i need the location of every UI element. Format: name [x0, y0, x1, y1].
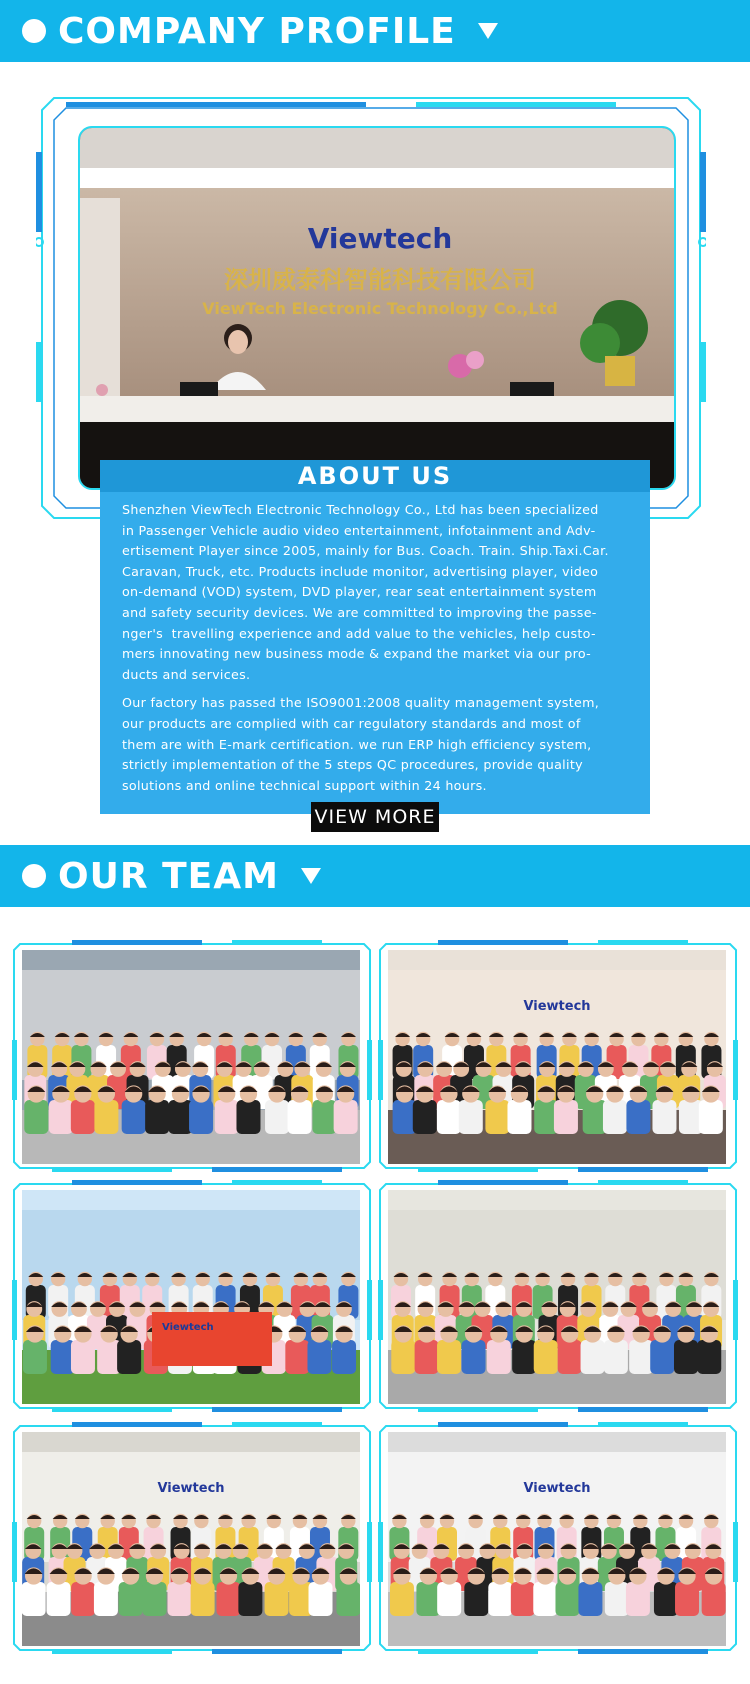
about-paragraph-2-line: our products are complied with car regulatory standards and most of: [122, 715, 581, 731]
team-photo-card: [12, 1422, 372, 1654]
sign-chinese: 深圳威泰科智能科技有限公司: [224, 266, 536, 294]
caret-down-icon: [478, 23, 498, 39]
view-more-button[interactable]: VIEW MORE: [311, 802, 439, 832]
about-paragraph-2: [100, 693, 650, 796]
team-photo-card: [12, 940, 372, 1172]
photo-sign-text: Viewtech: [157, 1481, 225, 1496]
company-profile-banner: [0, 0, 750, 62]
team-group-photo: [388, 1432, 726, 1646]
office-reception-photo: [78, 126, 676, 490]
about-paragraph-1-line: ducts and services.: [122, 666, 251, 682]
about-paragraph-1-line: nger's travelling experience and add value to the vehicles, help custo-: [122, 625, 596, 641]
about-us-heading: ABOUT US: [100, 460, 650, 492]
about-paragraph-1-line: in Passenger Vehicle audio video entertainment, infotainment and Adv-: [122, 522, 596, 538]
team-photo-card: [12, 1180, 372, 1412]
photo-sign-text: Viewtech: [523, 999, 591, 1014]
photo-sign-text: Viewtech: [523, 1481, 591, 1496]
our-team-title: OUR TEAM: [58, 855, 279, 897]
about-paragraph-1-line: and safety security devices. We are committed to improving the passe-: [122, 604, 597, 620]
team-photo-card: [378, 940, 738, 1172]
about-paragraph-2-line: solutions and online technical support within 24 hours.: [122, 777, 487, 793]
about-paragraph-2-line: strictly implementation of the 5 steps QC procedures, provide quality: [122, 757, 583, 773]
our-team-banner: [0, 845, 750, 907]
team-group-photo: [388, 950, 726, 1164]
team-group-photo: [22, 950, 360, 1164]
sign-brand: Viewtech: [307, 222, 453, 255]
sign-english: ViewTech Electronic Technology Co.,Ltd: [202, 299, 558, 318]
bullet-dot-icon: [22, 864, 46, 888]
about-paragraph-1-line: Caravan, Truck, etc. Products include monitor, advertising player, video: [122, 563, 599, 579]
about-paragraph-1-line: mers innovating new business mode & expand the market via our pro-: [122, 646, 592, 662]
team-group-photo: [388, 1190, 726, 1404]
about-paragraph-1: [100, 500, 650, 685]
team-photo-card: [378, 1422, 738, 1654]
about-paragraph-2-line: them are with E-mark certification. we run ERP high efficiency system,: [122, 736, 592, 752]
about-paragraph-2-line: Our factory has passed the ISO9001:2008 quality management system,: [122, 695, 600, 711]
about-paragraph-1-line: Shenzhen ViewTech Electronic Technology Co., Ltd has been specialized: [122, 502, 599, 517]
bullet-dot-icon: [22, 19, 46, 43]
about-paragraph-1-line: on-demand (VOD) system, DVD player, rear seat entertainment system: [122, 584, 597, 600]
company-profile-title: COMPANY PROFILE: [58, 10, 456, 52]
about-us-panel: [100, 460, 650, 814]
about-paragraph-1-line: ertisement Player since 2005, mainly for Bus. Coach. Train. Ship.Taxi.Car.: [122, 543, 609, 559]
team-photo-card: [378, 1180, 738, 1412]
team-group-photo: [22, 1190, 360, 1404]
caret-down-icon: [301, 868, 321, 884]
photo-banner-text: Viewtech: [162, 1322, 214, 1333]
team-group-photo: [22, 1432, 360, 1646]
